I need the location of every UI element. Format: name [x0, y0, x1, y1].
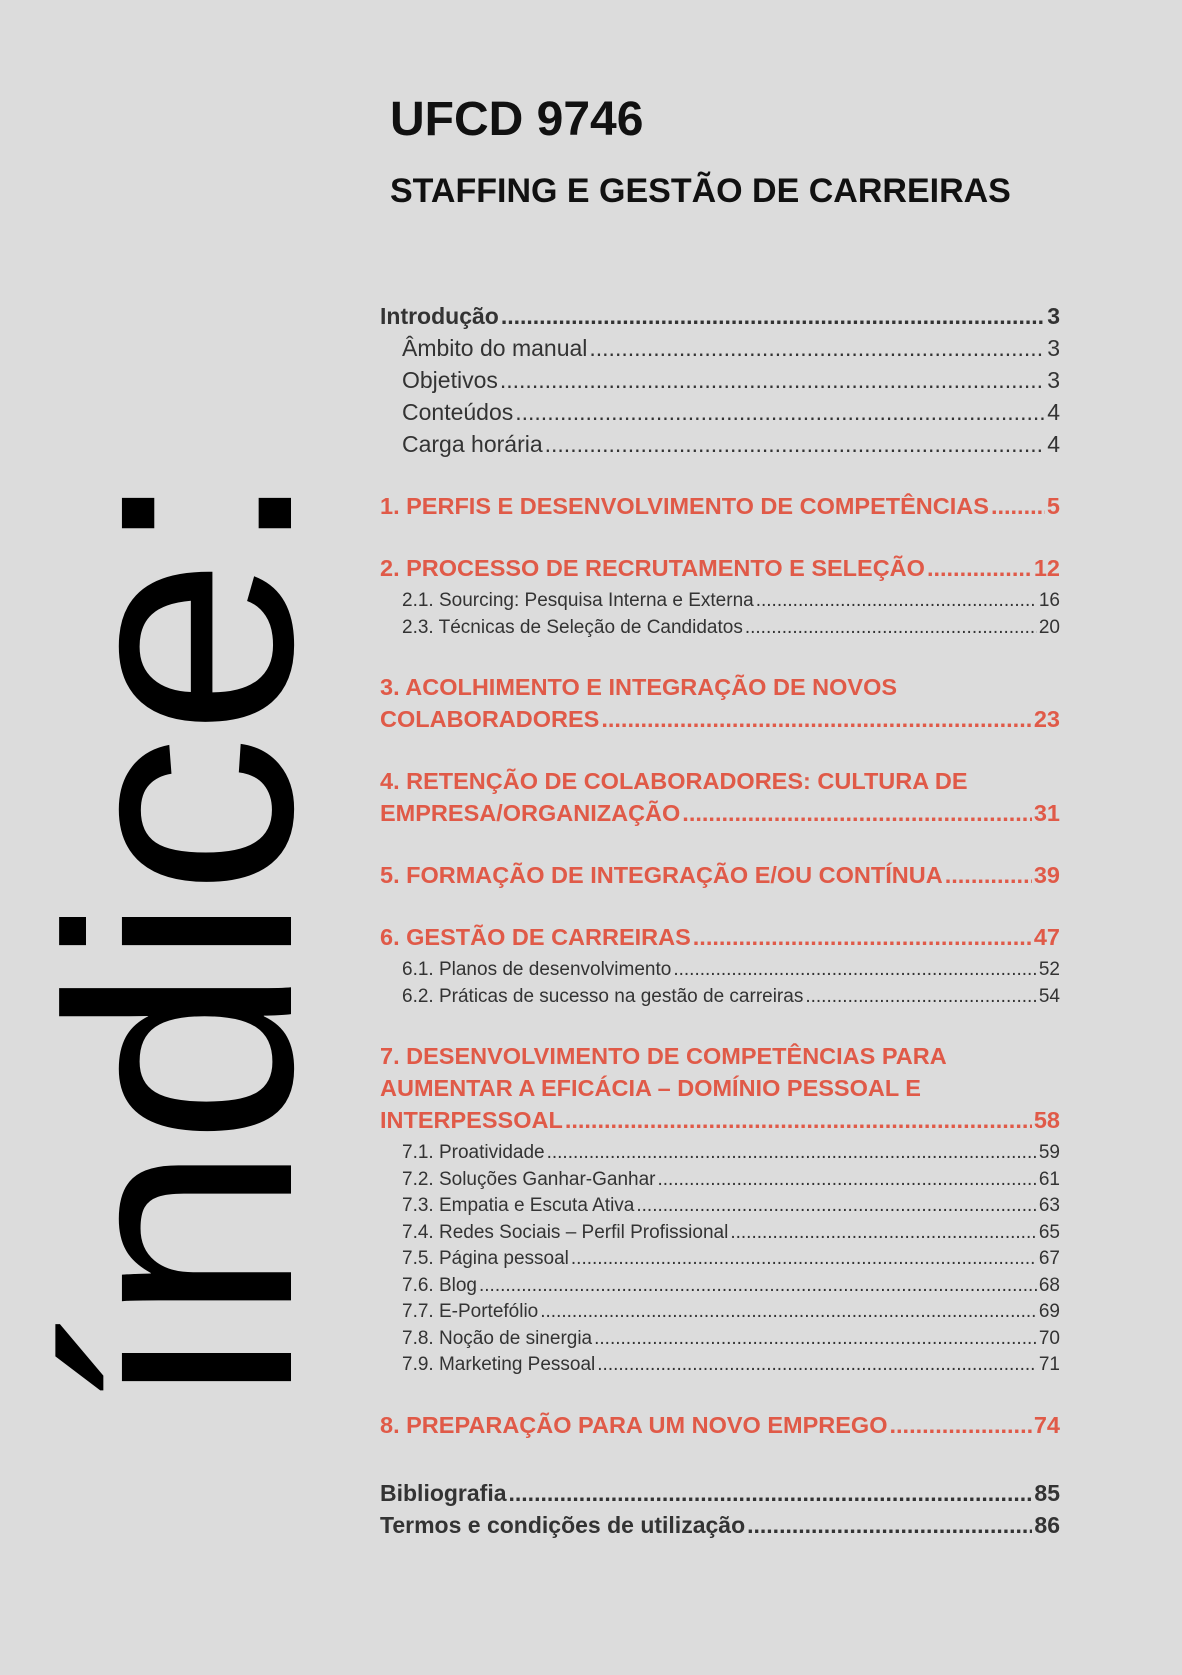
chapter-6 — [380, 921, 1060, 953]
toc-subentry[interactable] — [380, 1352, 1060, 1379]
leader-dots — [500, 364, 1045, 396]
document-title: STAFFING E GESTÃO DE CARREIRAS — [390, 172, 1011, 210]
toc-entry-label: Carga horária — [402, 431, 543, 457]
toc-entry-label: 2.3. Técnicas de Seleção de Candidatos — [402, 616, 743, 638]
side-title-wrap — [1, 468, 359, 1412]
leader-dots — [945, 859, 1032, 891]
chapter-8 — [380, 1409, 1060, 1441]
leader-dots — [747, 1509, 1032, 1541]
toc-entry-page: 47 — [1033, 924, 1060, 950]
toc-subentry[interactable] — [380, 984, 1060, 1011]
leader-dots — [805, 984, 1037, 1011]
table-of-contents — [380, 300, 1060, 1541]
toc-entry-label: Objetivos — [402, 367, 498, 393]
end-matter — [380, 1477, 1060, 1541]
leader-dots — [889, 1409, 1031, 1441]
toc-subentry[interactable] — [380, 1299, 1060, 1326]
chapter-subentries — [380, 957, 1060, 1010]
side-title: índice: — [1, 468, 359, 1412]
toc-entry-label: 2.1. Sourcing: Pesquisa Interna e Externa — [402, 590, 754, 611]
chapter-entry[interactable] — [380, 552, 1060, 584]
document-code: UFCD 9746 — [390, 93, 644, 146]
toc-subentry[interactable] — [380, 1273, 1060, 1300]
leader-dots — [545, 428, 1046, 460]
toc-entry-label: 6. GESTÃO DE CARREIRAS — [380, 924, 691, 950]
toc-entry-intro-item[interactable] — [380, 428, 1060, 460]
leader-dots — [745, 615, 1037, 642]
toc-entry-intro-item[interactable] — [380, 364, 1060, 396]
leader-dots — [636, 1193, 1037, 1220]
chapter-entry[interactable] — [380, 1409, 1060, 1441]
toc-entry-page: 4 — [1047, 431, 1060, 457]
toc-entry-label: 7.7. E-Portefólio — [402, 1301, 539, 1322]
toc-entry-page: 31 — [1033, 800, 1060, 826]
toc-subentry[interactable] — [380, 1193, 1060, 1220]
leader-dots — [601, 703, 1032, 735]
leader-dots — [991, 490, 1045, 522]
toc-entry-page: 85 — [1034, 1479, 1060, 1506]
toc-entry-label: 6.2. Práticas de sucesso na gestão de carreiras — [402, 985, 804, 1007]
toc-entry-page: 16 — [1038, 590, 1060, 611]
leader-dots — [756, 588, 1037, 615]
chapter-7 — [380, 1040, 1060, 1136]
chapter-2 — [380, 552, 1060, 584]
toc-entry-label: 5. FORMAÇÃO DE INTEGRAÇÃO E/OU CONTÍNUA — [380, 862, 943, 888]
toc-entry-page: 39 — [1033, 862, 1060, 888]
toc-entry-page: 61 — [1038, 1168, 1060, 1190]
toc-entry-label: 7.5. Página pessoal — [402, 1248, 569, 1269]
leader-dots — [597, 1352, 1037, 1379]
toc-entry-page: 52 — [1038, 959, 1060, 980]
toc-entry-label: 7.1. Proatividade — [402, 1142, 545, 1163]
chapter-subentries — [380, 588, 1060, 641]
toc-entry-page: 12 — [1033, 555, 1060, 581]
toc-entry-label: 7.3. Empatia e Escuta Ativa — [402, 1195, 635, 1216]
toc-entry-page: 23 — [1033, 706, 1060, 732]
chapter-heading-line[interactable]: 4. RETENÇÃO DE COLABORADORES: CULTURA DE — [380, 768, 968, 794]
chapter-1 — [380, 490, 1060, 522]
toc-entry-label: 8. PREPARAÇÃO PARA UM NOVO EMPREGO — [380, 1411, 888, 1438]
chapter-5 — [380, 859, 1060, 891]
toc-entry-page: 65 — [1038, 1221, 1060, 1243]
chapter-subentries — [380, 1140, 1060, 1379]
toc-entry-label: 7.2. Soluções Ganhar-Ganhar — [402, 1168, 656, 1190]
chapter-entry[interactable] — [380, 490, 1060, 522]
toc-entry-label: Termos e condições de utilização — [380, 1511, 746, 1538]
chapter-entry[interactable] — [380, 797, 1060, 829]
toc-subentry[interactable] — [380, 1326, 1060, 1353]
toc-entry-label: 2. PROCESSO DE RECRUTAMENTO E SELEÇÃO — [380, 555, 925, 581]
leader-dots — [927, 552, 1032, 584]
toc-entry-label: 7.9. Marketing Pessoal — [402, 1354, 596, 1375]
leader-dots — [501, 300, 1045, 332]
toc-entry-page: 74 — [1033, 1411, 1060, 1438]
toc-entry-label: 1. PERFIS E DESENVOLVIMENTO DE COMPETÊNCIAS — [380, 493, 989, 519]
chapter-entry[interactable] — [380, 859, 1060, 891]
chapter-list — [380, 490, 1060, 1441]
toc-entry-page: 54 — [1038, 985, 1060, 1007]
leader-dots — [547, 1140, 1037, 1167]
leader-dots — [594, 1326, 1037, 1353]
toc-entry-page: 59 — [1038, 1142, 1060, 1163]
chapter-entry[interactable] — [380, 1104, 1060, 1136]
chapter-heading-line[interactable]: 3. ACOLHIMENTO E INTEGRAÇÃO DE NOVOS — [380, 674, 898, 700]
toc-subentry[interactable] — [380, 1220, 1060, 1247]
toc-entry-page: 3 — [1047, 303, 1060, 329]
toc-entry-page: 70 — [1038, 1327, 1060, 1349]
toc-entry-intro-item[interactable] — [380, 332, 1060, 364]
leader-dots — [589, 332, 1045, 364]
toc-subentry[interactable] — [380, 957, 1060, 984]
toc-entry-page: 86 — [1034, 1511, 1060, 1538]
toc-entry-page: 3 — [1047, 335, 1060, 361]
leader-dots — [571, 1246, 1037, 1273]
toc-entry-intro-item[interactable] — [380, 396, 1060, 428]
leader-dots — [540, 1299, 1037, 1326]
toc-entry-label: COLABORADORES — [380, 706, 600, 732]
leader-dots — [515, 396, 1045, 428]
toc-entry-page: 58 — [1033, 1107, 1060, 1133]
leader-dots — [693, 921, 1032, 953]
leader-dots — [479, 1273, 1037, 1300]
toc-entry-page: 71 — [1038, 1354, 1060, 1375]
toc-entry-label: EMPRESA/ORGANIZAÇÃO — [380, 800, 681, 826]
toc-subentry[interactable] — [380, 1246, 1060, 1273]
toc-entry-intro[interactable] — [380, 300, 1060, 332]
toc-entry-page: 20 — [1038, 616, 1060, 638]
toc-entry-page: 68 — [1038, 1274, 1060, 1296]
toc-entry-label: Âmbito do manual — [402, 335, 588, 361]
chapter-4 — [380, 765, 1060, 829]
leader-dots — [673, 957, 1037, 984]
chapter-entry[interactable] — [380, 921, 1060, 953]
toc-entry-label: 6.1. Planos de desenvolvimento — [402, 959, 672, 980]
toc-entry-end[interactable] — [380, 1509, 1060, 1541]
leader-dots — [658, 1167, 1037, 1194]
toc-entry-label: Bibliografia — [380, 1479, 507, 1506]
toc-entry-page: 63 — [1038, 1195, 1060, 1216]
toc-entry-label: 7.8. Noção de sinergia — [402, 1327, 593, 1349]
toc-entry-label: INTERPESSOAL — [380, 1107, 563, 1133]
chapter-entry[interactable] — [380, 703, 1060, 735]
chapter-3 — [380, 671, 1060, 735]
toc-entry-end[interactable] — [380, 1477, 1060, 1509]
toc-entry-label: 7.4. Redes Sociais – Perfil Profissional — [402, 1221, 729, 1243]
toc-entry-page: 3 — [1047, 367, 1060, 393]
toc-entry-page: 69 — [1038, 1301, 1060, 1322]
toc-entry-page: 4 — [1047, 399, 1060, 425]
leader-dots — [565, 1104, 1032, 1136]
toc-entry-page: 5 — [1046, 493, 1060, 519]
toc-entry-label: Introdução — [380, 303, 499, 329]
toc-entry-label: 7.6. Blog — [402, 1274, 477, 1296]
intro-subentries — [380, 332, 1060, 460]
leader-dots — [509, 1477, 1033, 1509]
chapter-heading-line[interactable]: 7. DESENVOLVIMENTO DE COMPETÊNCIAS PARA — [380, 1043, 947, 1069]
toc-subentry[interactable] — [380, 588, 1060, 615]
toc-subentry[interactable] — [380, 1167, 1060, 1194]
leader-dots — [682, 797, 1032, 829]
toc-entry-page: 67 — [1038, 1248, 1060, 1269]
toc-entry-label: Conteúdos — [402, 399, 514, 425]
chapter-heading-line[interactable]: AUMENTAR A EFICÁCIA – DOMÍNIO PESSOAL E — [380, 1075, 921, 1101]
leader-dots — [730, 1220, 1037, 1247]
toc-subentry[interactable] — [380, 615, 1060, 642]
toc-subentry[interactable] — [380, 1140, 1060, 1167]
